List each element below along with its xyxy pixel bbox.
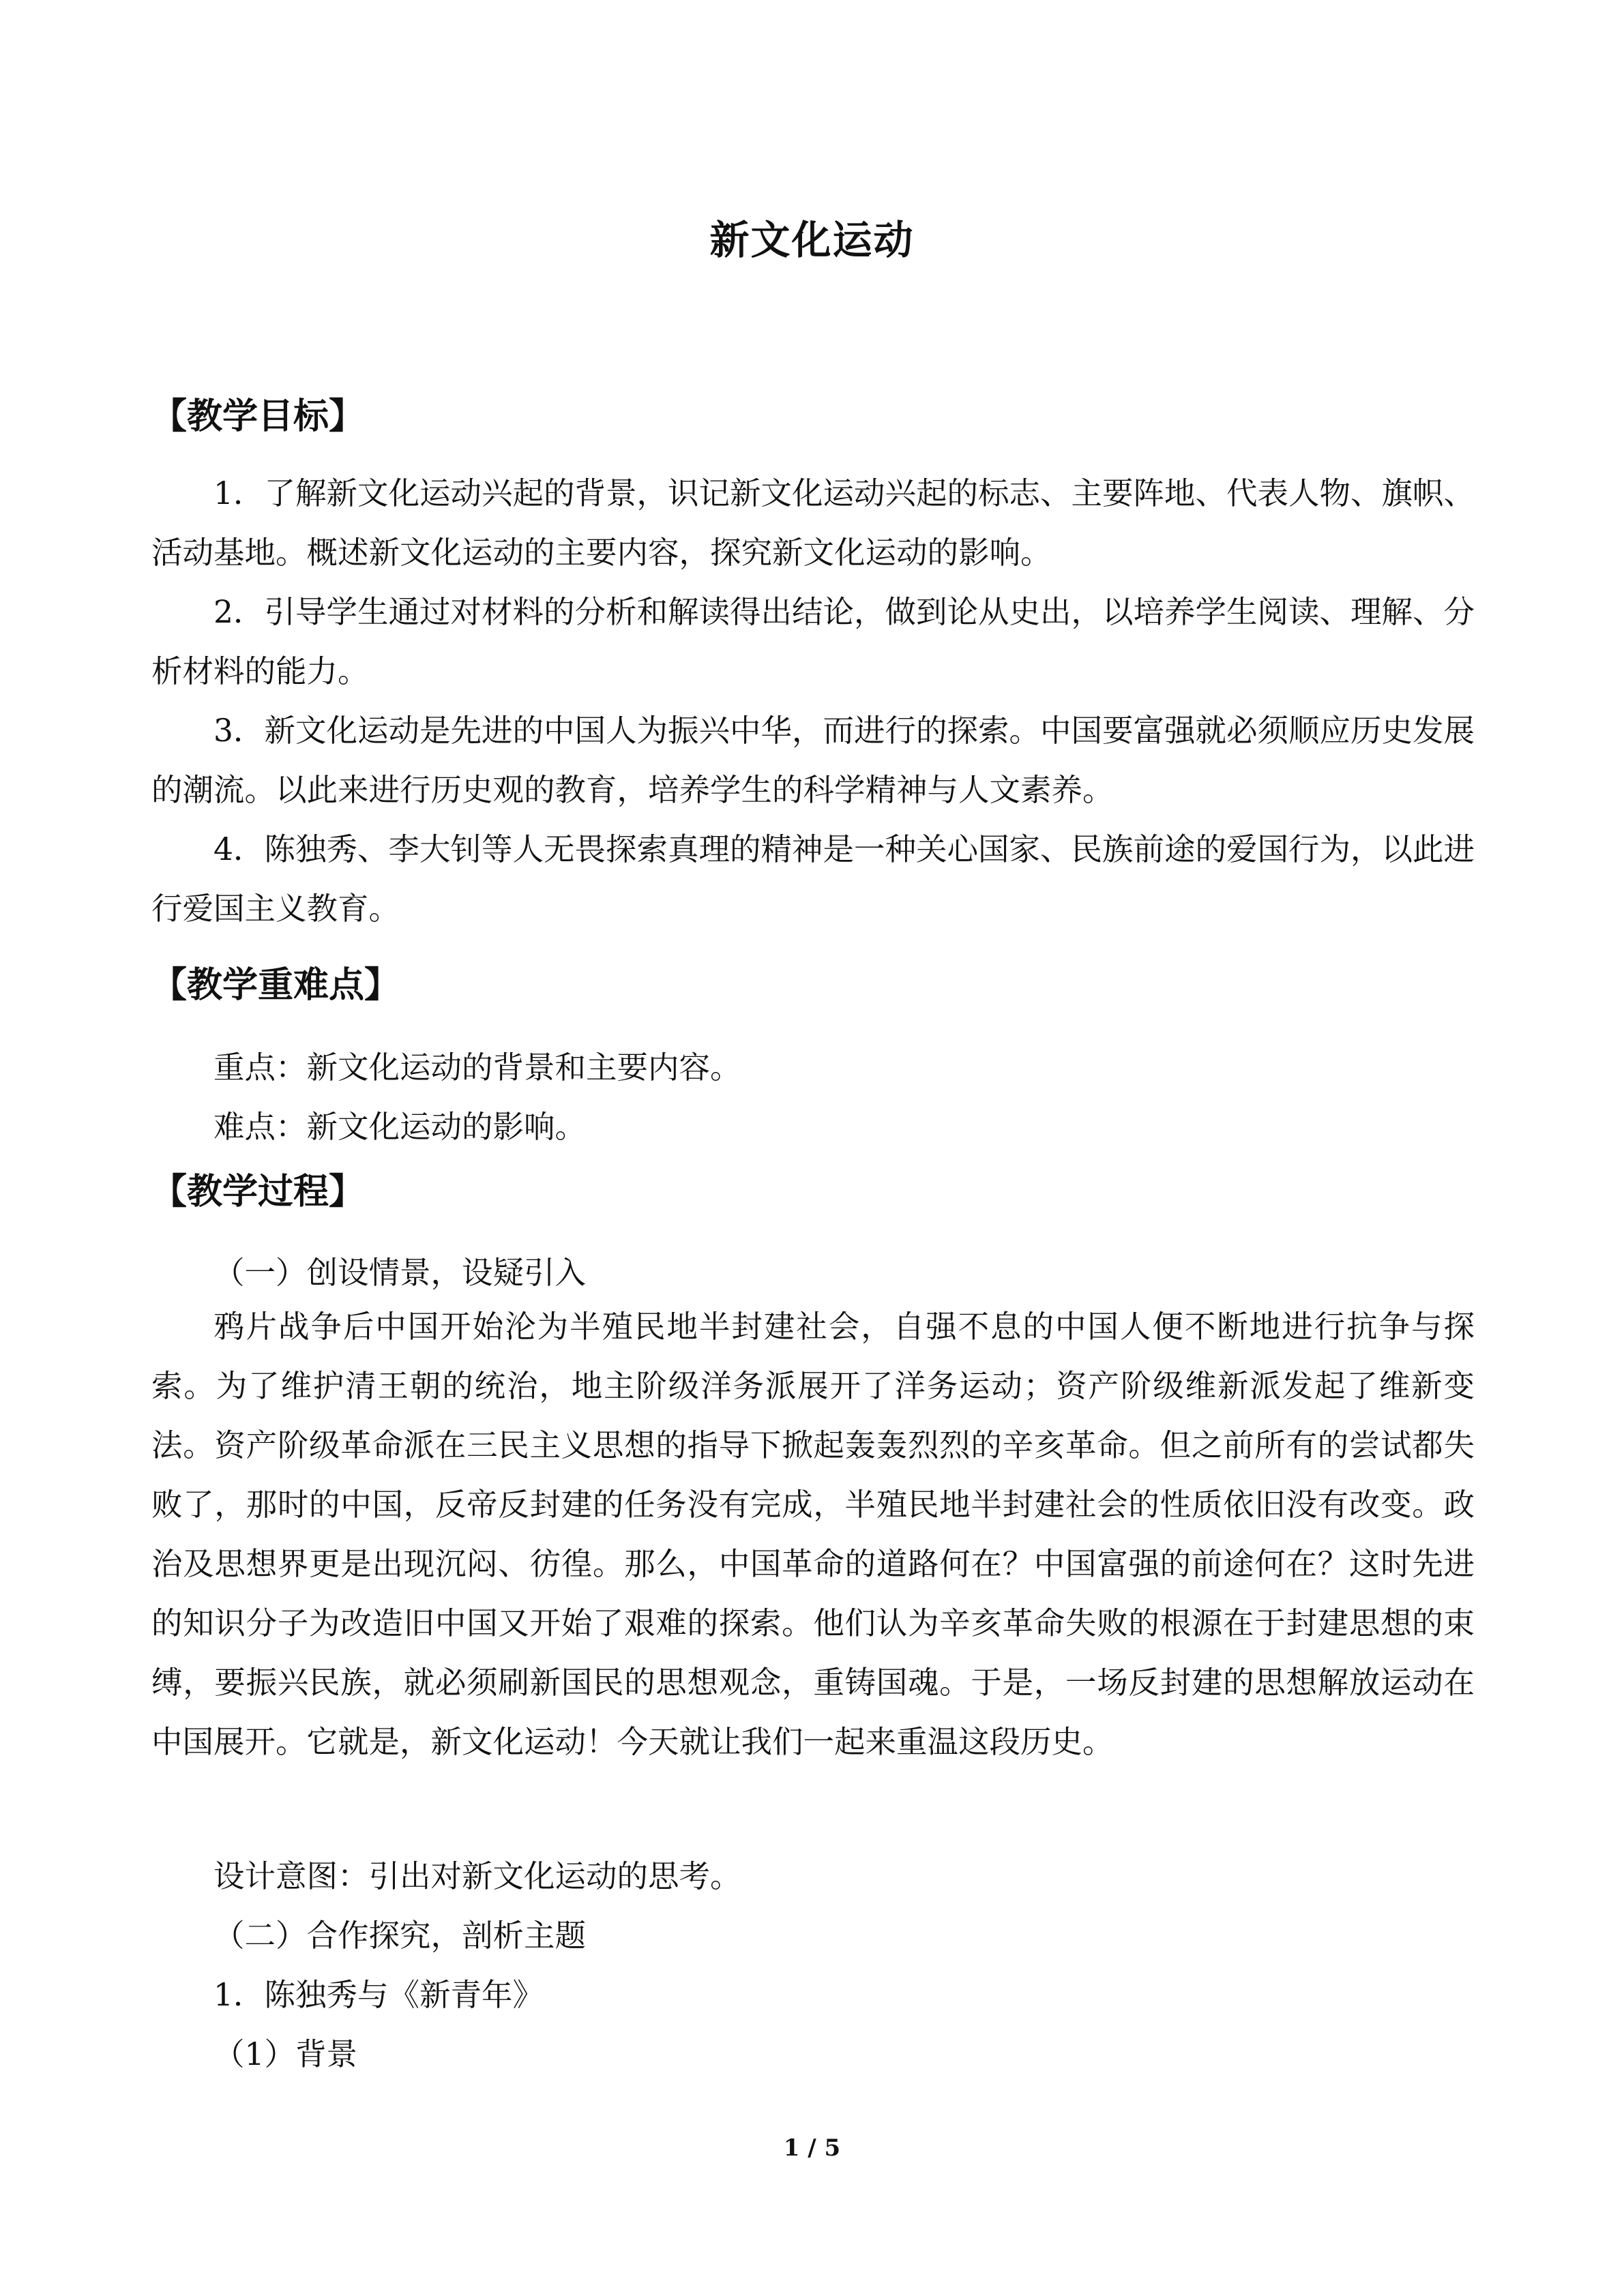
subsection-1-1-title: （1）背景 <box>213 2036 357 2072</box>
process-step-1-title: （一）创设情景，设疑引入 <box>213 1255 587 1291</box>
design-intent: 设计意图：引出对新文化运动的思考。 <box>213 1858 741 1894</box>
key-points-heading: 【教学重难点】 <box>151 965 400 1006</box>
process-heading: 【教学过程】 <box>151 1172 365 1212</box>
document-title: 新文化运动 <box>709 217 915 263</box>
objectives-heading: 【教学目标】 <box>151 396 365 437</box>
key-point-important: 重点：新文化运动的背景和主要内容。 <box>213 1049 741 1086</box>
objective-item-4: 4．陈独秀、李大钊等人无畏探索真理的精神是一种关心国家、民族前途的爱国行为，以此进行爱国主义教育。 <box>151 831 1475 927</box>
subsection-1-title: 1．陈独秀与《新青年》 <box>213 1977 544 2013</box>
intro-paragraph: 鸦片战争后中国开始沦为半殖民地半封建社会，自强不息的中国人便不断地进行抗争与探索。为了维护清王朝的统治，地主阶级洋务派展开了洋务运动；资产阶级维新派发起了维新变法。资产阶级革命派在三民主义思想的指导下掀起轰轰烈烈的辛亥革命。但之前所有的尝试都失败了，那时的中国，反帝反封建的任务没有完成，半殖民地半封建社会的性质依旧没有改变。政治及思想界更是出现沉闷、彷徨。那么，中国革命的道路何在？中国富强的前途何在？这时先进的知识分子为改造旧中国又开始了艰难的探索。他们认为辛亥革命失败的根源在于封建思想的束缚，要振兴民族，就必须刷新国民的思想观念，重铸国魂。于是，一场反封建的思想解放运动在中国展开。它就是，新文化运动！今天就让我们一起来重温这段历史。 <box>151 1309 1475 1760</box>
objective-item-1: 1．了解新文化运动兴起的背景，识记新文化运动兴起的标志、主要阵地、代表人物、旗帜、活动基地。概述新文化运动的主要内容，探究新文化运动的影响。 <box>151 475 1475 571</box>
process-step-2-title: （二）合作探究，剖析主题 <box>213 1918 587 1954</box>
page-number: 1 / 5 <box>783 2134 841 2162</box>
objective-item-2: 2．引导学生通过对材料的分析和解读得出结论，做到论从史出，以培养学生阅读、理解、分析材料的能力。 <box>151 594 1475 689</box>
key-point-difficult: 难点：新文化运动的影响。 <box>213 1109 587 1145</box>
objective-item-3: 3．新文化运动是先进的中国人为振兴中华，而进行的探索。中国要富强就必须顺应历史发展的潮流。以此来进行历史观的教育，培养学生的科学精神与人文素养。 <box>151 713 1475 808</box>
